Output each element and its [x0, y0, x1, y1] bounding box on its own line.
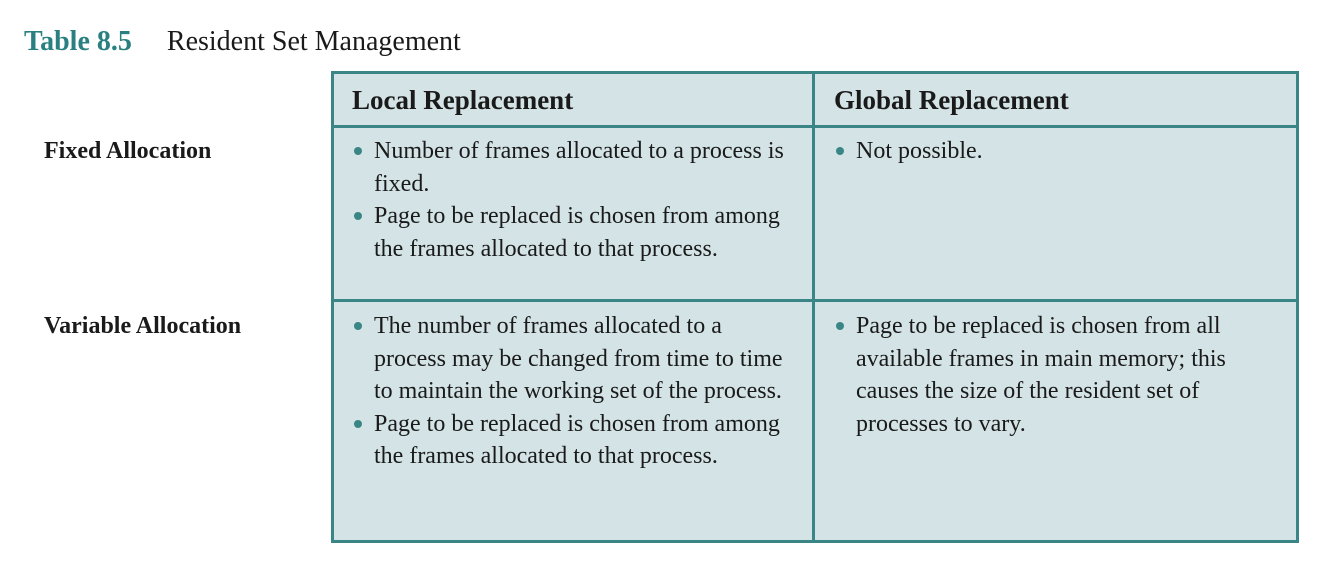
- bullet-icon: [836, 147, 844, 155]
- list-item: Number of frames allocated to a process is fixed.: [352, 135, 792, 200]
- bullet-icon: [354, 420, 362, 428]
- list-item: The number of frames allocated to a process may be changed from time to time to maintain the working set of the process.: [352, 310, 797, 408]
- header-divider: [331, 125, 1299, 128]
- row-label-fixed-allocation: Fixed Allocation: [44, 138, 212, 164]
- cell-variable-global: [834, 310, 1282, 440]
- table-title: Resident Set Management: [166, 26, 461, 57]
- bullet-icon: [354, 322, 362, 330]
- list-item: Page to be replaced is chosen from among the frames allocated to that process.: [352, 200, 792, 265]
- column-header-local-replacement: Local Replacement: [352, 85, 574, 115]
- table-number: Table 8.5: [24, 26, 132, 57]
- cell-fixed-local: [352, 135, 792, 265]
- list-item: Not possible.: [834, 135, 1279, 168]
- bullet-icon: [836, 322, 844, 330]
- row-label-variable-allocation: Variable Allocation: [44, 313, 242, 339]
- cell-variable-local: [352, 310, 797, 473]
- list-item: Page to be replaced is chosen from all available frames in main memory; this causes the size of the resident set of processes to vary.: [834, 310, 1282, 440]
- row-divider: [331, 299, 1299, 302]
- table-caption: [24, 24, 461, 60]
- bullet-icon: [354, 212, 362, 220]
- column-header-global-replacement: Global Replacement: [834, 85, 1069, 115]
- list-item: Page to be replaced is chosen from among the frames allocated to that process.: [352, 408, 797, 473]
- column-divider: [812, 71, 815, 543]
- cell-fixed-global: [834, 135, 1279, 168]
- bullet-icon: [354, 147, 362, 155]
